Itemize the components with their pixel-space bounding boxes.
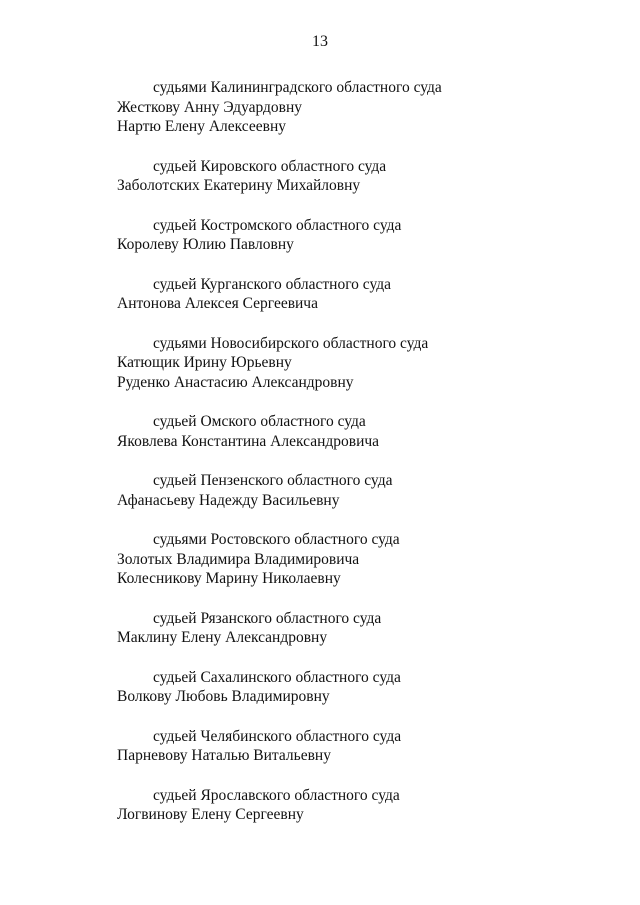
judge-name: Колесникову Марину Николаевну: [117, 570, 341, 587]
judge-name: Маклину Елену Александровну: [117, 629, 328, 646]
court-heading: судьей Пензенского областного суда: [153, 472, 393, 489]
appointment-block-kurgan: [117, 275, 597, 314]
judge-name: Волкову Любовь Владимировну: [117, 688, 330, 705]
judge-name: Жесткову Анну Эдуардовну: [117, 98, 303, 116]
appointment-block-omsk: [117, 412, 597, 451]
appointment-block-kirov: [117, 157, 597, 196]
appointment-block-sakhalin: [117, 668, 597, 707]
judge-name: Заболотских Екатерину Михайловну: [117, 177, 361, 194]
appointment-list: [117, 78, 597, 845]
appointment-block-yaroslavl: [117, 786, 597, 825]
appointment-block-chelyabinsk: [117, 727, 597, 766]
judge-name: Королеву Юлию Павловну: [117, 236, 294, 253]
judge-name: Нартю Елену Алексеевну: [117, 118, 286, 135]
page-number: 13: [312, 33, 328, 50]
court-heading: судьей Челябинского областного суда: [153, 727, 402, 745]
court-heading: судьей Ярославского областного суда: [153, 786, 400, 804]
judge-name: Парневову Наталью Витальевну: [117, 747, 331, 764]
judge-name: Яковлева Константина Александровича: [117, 432, 380, 450]
court-heading: судьей Омского областного суда: [153, 413, 366, 430]
judge-name: Руденко Анастасию Александровну: [117, 373, 354, 391]
appointment-block-kaliningrad: [117, 78, 597, 137]
appointment-block-novosibirsk: [117, 334, 597, 393]
judge-name: Катющик Ирину Юрьевну: [117, 354, 292, 371]
court-heading: судьей Рязанского областного суда: [153, 609, 382, 627]
court-heading: судьей Курганского областного суда: [153, 275, 392, 293]
court-heading: судьями Ростовского областного суда: [153, 531, 400, 548]
court-heading: судьей Сахалинского областного суда: [153, 668, 401, 686]
appointment-block-rostov: [117, 530, 597, 589]
judge-name: Логвинову Елену Сергеевну: [117, 806, 304, 823]
appointment-block-ryazan: [117, 609, 597, 648]
judge-name: Афанасьеву Надежду Васильевну: [117, 491, 340, 509]
appointment-block-kostroma: [117, 216, 597, 255]
court-heading: судьями Калининградского областного суда: [153, 79, 442, 96]
court-heading: судьями Новосибирского областного суда: [153, 334, 429, 352]
judge-name: Антонова Алексея Сергеевича: [117, 295, 318, 312]
appointment-block-penza: [117, 471, 597, 510]
judge-name: Золотых Владимира Владимировича: [117, 550, 360, 568]
court-heading: судьей Кировского областного суда: [153, 157, 387, 175]
court-heading: судьей Костромского областного суда: [153, 216, 402, 234]
